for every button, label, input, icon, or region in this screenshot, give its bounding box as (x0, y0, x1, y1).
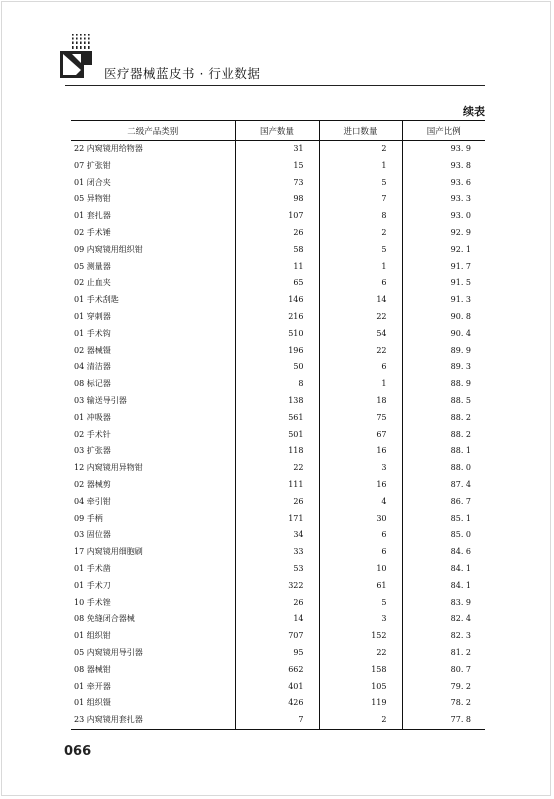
category-cell: 09 手柄 (74, 513, 103, 523)
domestic-count-cell: 31 (235, 141, 319, 158)
imported-count-cell: 158 (319, 662, 402, 679)
table-row (71, 477, 485, 494)
domestic-ratio-cell: 85. 1 (402, 511, 485, 528)
table-row (71, 712, 485, 729)
category-cell: 01 穿刺器 (74, 311, 111, 321)
imported-count-cell: 16 (319, 443, 402, 460)
table-row (71, 242, 485, 259)
domestic-count-cell: 510 (235, 326, 319, 343)
imported-count-cell: 1 (319, 158, 402, 175)
imported-count-cell: 22 (319, 309, 402, 326)
domestic-ratio-cell: 88. 0 (402, 460, 485, 477)
table-header-row (71, 121, 485, 141)
imported-count-cell: 22 (319, 645, 402, 662)
domestic-count-cell: 561 (235, 410, 319, 427)
category-cell: 02 手术锤 (74, 227, 111, 237)
table-row (71, 141, 485, 158)
imported-count-cell: 8 (319, 208, 402, 225)
domestic-count-cell: 95 (235, 645, 319, 662)
series-title: 医疗器械蓝皮书 · 行业数据 (104, 66, 261, 81)
domestic-ratio-cell: 86. 7 (402, 494, 485, 511)
domestic-ratio-cell: 83. 9 (402, 595, 485, 612)
category-cell: 02 器械剪 (74, 479, 111, 489)
table-row (71, 645, 485, 662)
table-row (71, 695, 485, 712)
table-row (71, 427, 485, 444)
table-row (71, 544, 485, 561)
domestic-count-cell: 34 (235, 527, 319, 544)
table-row (71, 494, 485, 511)
domestic-count-cell: 501 (235, 427, 319, 444)
header-divider (65, 85, 485, 86)
table-row (71, 443, 485, 460)
imported-count-cell: 30 (319, 511, 402, 528)
domestic-ratio-cell: 89. 9 (402, 343, 485, 360)
table-row (71, 595, 485, 612)
domestic-ratio-cell: 85. 0 (402, 527, 485, 544)
column-header-category: 二级产品类别 (71, 121, 235, 141)
category-cell: 07 扩张钳 (74, 160, 111, 170)
table-row (71, 326, 485, 343)
category-cell: 01 手术刀 (74, 580, 111, 590)
category-cell: 01 组织镊 (74, 698, 111, 708)
domestic-count-cell: 107 (235, 208, 319, 225)
imported-count-cell: 54 (319, 326, 402, 343)
table-row (71, 561, 485, 578)
domestic-ratio-cell: 93. 3 (402, 191, 485, 208)
table-row (71, 410, 485, 427)
table-continued-label: 续表 (463, 105, 485, 118)
table-row (71, 376, 485, 393)
category-cell: 09 内窥镜用组织钳 (74, 244, 143, 254)
domestic-count-cell: 118 (235, 443, 319, 460)
category-cell: 02 止血夹 (74, 278, 111, 288)
domestic-count-cell: 22 (235, 460, 319, 477)
category-cell: 03 扩张器 (74, 446, 111, 456)
domestic-count-cell: 11 (235, 259, 319, 276)
domestic-ratio-cell: 82. 4 (402, 611, 485, 628)
domestic-count-cell: 138 (235, 393, 319, 410)
category-cell: 12 内窥镜用异物钳 (74, 463, 143, 473)
table-row (71, 175, 485, 192)
domestic-count-cell: 50 (235, 359, 319, 376)
table-row (71, 259, 485, 276)
domestic-ratio-cell: 93. 6 (402, 175, 485, 192)
table-row (71, 679, 485, 696)
domestic-ratio-cell: 91. 5 (402, 275, 485, 292)
imported-count-cell: 2 (319, 225, 402, 242)
domestic-ratio-cell: 93. 8 (402, 158, 485, 175)
domestic-count-cell: 26 (235, 494, 319, 511)
imported-count-cell: 119 (319, 695, 402, 712)
imported-count-cell: 75 (319, 410, 402, 427)
table-row (71, 527, 485, 544)
table-row (71, 460, 485, 477)
column-header-imported: 进口数量 (319, 121, 402, 141)
domestic-ratio-cell: 92. 1 (402, 242, 485, 259)
domestic-ratio-cell: 88. 9 (402, 376, 485, 393)
category-cell: 04 清洁器 (74, 362, 111, 372)
category-cell: 04 牵引钳 (74, 496, 111, 506)
imported-count-cell: 1 (319, 259, 402, 276)
column-header-domestic: 国产数量 (235, 121, 319, 141)
imported-count-cell: 3 (319, 460, 402, 477)
category-cell: 17 内窥镜用细胞刷 (74, 547, 143, 557)
imported-count-cell: 5 (319, 595, 402, 612)
imported-count-cell: 6 (319, 544, 402, 561)
domestic-ratio-cell: 89. 3 (402, 359, 485, 376)
domestic-ratio-cell: 79. 2 (402, 679, 485, 696)
domestic-count-cell: 322 (235, 578, 319, 595)
imported-count-cell: 5 (319, 242, 402, 259)
domestic-ratio-cell: 92. 9 (402, 225, 485, 242)
domestic-ratio-cell: 88. 2 (402, 410, 485, 427)
domestic-ratio-cell: 87. 4 (402, 477, 485, 494)
domestic-ratio-cell: 90. 8 (402, 309, 485, 326)
domestic-count-cell: 14 (235, 611, 319, 628)
category-cell: 03 固位器 (74, 530, 111, 540)
domestic-count-cell: 26 (235, 595, 319, 612)
category-cell: 08 器械钳 (74, 664, 111, 674)
imported-count-cell: 18 (319, 393, 402, 410)
category-cell: 01 手术刮匙 (74, 295, 119, 305)
domestic-count-cell: 73 (235, 175, 319, 192)
table-row (71, 628, 485, 645)
domestic-ratio-cell: 93. 0 (402, 208, 485, 225)
domestic-ratio-cell: 80. 7 (402, 662, 485, 679)
category-cell: 08 标记器 (74, 379, 111, 389)
domestic-count-cell: 26 (235, 225, 319, 242)
category-cell: 01 组织钳 (74, 631, 111, 641)
category-cell: 02 器械镊 (74, 345, 111, 355)
imported-count-cell: 7 (319, 191, 402, 208)
table-row (71, 275, 485, 292)
table-row (71, 393, 485, 410)
category-cell: 10 手术锉 (74, 597, 111, 607)
domestic-ratio-cell: 84. 1 (402, 578, 485, 595)
imported-count-cell: 2 (319, 712, 402, 729)
domestic-ratio-cell: 88. 2 (402, 427, 485, 444)
category-cell: 01 闭合夹 (74, 177, 111, 187)
domestic-ratio-cell: 78. 2 (402, 695, 485, 712)
table-row (71, 158, 485, 175)
imported-count-cell: 6 (319, 275, 402, 292)
domestic-count-cell: 216 (235, 309, 319, 326)
imported-count-cell: 6 (319, 359, 402, 376)
domestic-count-cell: 33 (235, 544, 319, 561)
domestic-count-cell: 196 (235, 343, 319, 360)
domestic-count-cell: 662 (235, 662, 319, 679)
table-row (71, 578, 485, 595)
category-cell: 23 内窥镜用套扎器 (71, 712, 235, 729)
table-row (71, 359, 485, 376)
domestic-count-cell: 8 (235, 376, 319, 393)
page-number: 066 (64, 744, 92, 759)
column-header-ratio: 国产比例 (402, 121, 485, 141)
imported-count-cell: 5 (319, 175, 402, 192)
table-row (71, 225, 485, 242)
imported-count-cell: 105 (319, 679, 402, 696)
table-row (71, 191, 485, 208)
domestic-ratio-cell: 81. 2 (402, 645, 485, 662)
imported-count-cell: 67 (319, 427, 402, 444)
imported-count-cell: 152 (319, 628, 402, 645)
imported-count-cell: 4 (319, 494, 402, 511)
category-cell: 01 手术钩 (74, 328, 111, 338)
imported-count-cell: 3 (319, 611, 402, 628)
domestic-count-cell: 146 (235, 292, 319, 309)
domestic-count-cell: 401 (235, 679, 319, 696)
table-row (71, 662, 485, 679)
product-category-table (71, 120, 485, 730)
category-cell: 22 内窥镜用给物器 (74, 144, 143, 153)
category-cell: 01 冲吸器 (74, 412, 111, 422)
table-row (71, 309, 485, 326)
category-cell: 05 内窥镜用导引器 (74, 647, 143, 657)
domestic-count-cell: 98 (235, 191, 319, 208)
domestic-count-cell: 65 (235, 275, 319, 292)
category-cell: 05 异物钳 (74, 194, 111, 204)
table-row (71, 611, 485, 628)
imported-count-cell: 61 (319, 578, 402, 595)
domestic-count-cell: 15 (235, 158, 319, 175)
domestic-ratio-cell: 90. 4 (402, 326, 485, 343)
table-row (71, 511, 485, 528)
domestic-count-cell: 171 (235, 511, 319, 528)
domestic-ratio-cell: 88. 5 (402, 393, 485, 410)
domestic-ratio-cell: 82. 3 (402, 628, 485, 645)
domestic-ratio-cell: 77. 8 (402, 712, 485, 729)
category-cell: 01 牵开器 (74, 681, 111, 691)
domestic-ratio-cell: 93. 9 (402, 141, 485, 158)
category-cell: 03 输送导引器 (74, 395, 127, 405)
domestic-ratio-cell: 91. 7 (402, 259, 485, 276)
category-cell: 02 手术针 (74, 429, 111, 439)
domestic-count-cell: 111 (235, 477, 319, 494)
book-logo-icon (60, 34, 96, 78)
domestic-ratio-cell: 88. 1 (402, 443, 485, 460)
imported-count-cell: 14 (319, 292, 402, 309)
domestic-ratio-cell: 84. 1 (402, 561, 485, 578)
domestic-count-cell: 426 (235, 695, 319, 712)
domestic-ratio-cell: 84. 6 (402, 544, 485, 561)
imported-count-cell: 2 (319, 141, 402, 158)
domestic-count-cell: 53 (235, 561, 319, 578)
category-cell: 01 套扎器 (74, 211, 111, 221)
category-cell: 05 测量器 (74, 261, 111, 271)
table-row (71, 208, 485, 225)
imported-count-cell: 1 (319, 376, 402, 393)
domestic-count-cell: 58 (235, 242, 319, 259)
imported-count-cell: 16 (319, 477, 402, 494)
table-row (71, 343, 485, 360)
category-cell: 08 免缝闭合器械 (74, 614, 135, 624)
domestic-ratio-cell: 91. 3 (402, 292, 485, 309)
imported-count-cell: 22 (319, 343, 402, 360)
imported-count-cell: 10 (319, 561, 402, 578)
domestic-count-cell: 707 (235, 628, 319, 645)
category-cell: 01 手术凿 (74, 563, 111, 573)
imported-count-cell: 6 (319, 527, 402, 544)
table-row (71, 292, 485, 309)
domestic-count-cell: 7 (235, 712, 319, 729)
